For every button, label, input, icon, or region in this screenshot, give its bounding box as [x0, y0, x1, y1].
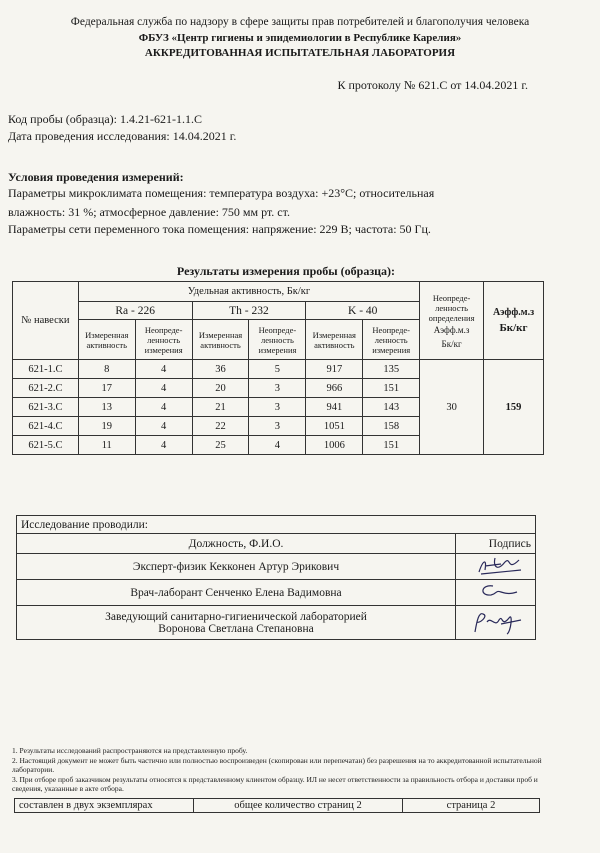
ra-value: 11	[78, 436, 135, 455]
ra-uncertainty: 4	[135, 436, 192, 455]
note-2: 2. Настоящий документ не может быть частично или полностью воспроизведен (скопирован или перепечатан) без разрешения на то аккредитованной испытательной лаборатории.	[12, 755, 542, 774]
th-uncertainty: 4	[249, 436, 306, 455]
th-uncertainty: 3	[249, 417, 306, 436]
header-specific-activity: Удельная активность, Бк/кг	[78, 282, 419, 302]
sample-code: Код пробы (образца): 1.4.21-621-1.1.С	[8, 112, 202, 126]
k-uncertainty: 158	[363, 417, 420, 436]
handwritten-signature-icon	[461, 554, 531, 576]
person-head-of-lab: Заведующий санитарно-гигиенической лабораторией Воронова Светлана Степановна	[17, 606, 456, 640]
k-uncertainty: 135	[363, 360, 420, 379]
ra-uncertainty: 4	[135, 360, 192, 379]
person-expert: Эксперт-физик Кекконен Артур Эрикович	[17, 554, 456, 580]
k-value: 917	[306, 360, 363, 379]
note-3: 3. При отборе проб заказчиком результаты относятся к представленному клиентом образцу. ИЛ не несет ответственности за правильность отбора и доставки проб и сведения, указанные в акте отбора.	[12, 774, 538, 793]
k-uncertainty: 151	[363, 436, 420, 455]
ra-uncertainty: 4	[135, 417, 192, 436]
ra-uncertainty: 4	[135, 379, 192, 398]
k-value: 966	[306, 379, 363, 398]
ra-value: 17	[78, 379, 135, 398]
signature-head-of-lab	[456, 606, 536, 640]
table-row	[13, 360, 544, 379]
th-value: 21	[192, 398, 249, 417]
signatures-title: Исследование проводили:	[17, 516, 536, 534]
signature-expert	[456, 554, 536, 580]
header-sample-number: № навески	[13, 282, 79, 360]
effective-activity-value: 159	[484, 360, 544, 455]
signature-lab-doctor	[456, 580, 536, 606]
protocol-reference: К протоколу № 621.С от 14.04.2021 г.	[337, 78, 528, 92]
signature-row	[17, 554, 536, 580]
results-table	[12, 281, 544, 455]
ra-uncertainty: 4	[135, 398, 192, 417]
conditions-line-2: влажность: 31 %; атмосферное давление: 750 мм рт. ст.	[8, 205, 290, 219]
sub-measured-th: Измеренная активность	[192, 320, 249, 360]
k-uncertainty: 151	[363, 379, 420, 398]
signature-row	[17, 580, 536, 606]
signatures-table	[16, 515, 536, 640]
sub-uncertainty-k: Неопреде-ленность измерения	[363, 320, 420, 360]
header-k40: K - 40	[306, 302, 420, 320]
k-value: 1051	[306, 417, 363, 436]
header-ra226: Ra - 226	[78, 302, 192, 320]
sample-id: 621-4.С	[13, 417, 79, 436]
note-1: 1. Результаты исследований распространяются на представленную пробу.	[12, 746, 248, 755]
k-value: 941	[306, 398, 363, 417]
uncertainty-value: 30	[420, 360, 484, 455]
conditions-title: Условия проведения измерений:	[8, 170, 184, 184]
handwritten-signature-icon	[461, 606, 531, 636]
notes-block	[12, 746, 552, 794]
agency-name: Федеральная служба по надзору в сфере защиты прав потребителей и благополучия человека	[70, 16, 530, 28]
header-th232: Th - 232	[192, 302, 306, 320]
k-value: 1006	[306, 436, 363, 455]
th-value: 36	[192, 360, 249, 379]
person-lab-doctor: Врач-лаборант Сенченко Елена Вадимовна	[17, 580, 456, 606]
organization-name: ФБУЗ «Центр гигиены и эпидемиологии в Республике Карелия»	[138, 32, 462, 44]
footer-copies: составлен в двух экземплярах	[15, 799, 194, 813]
sample-id: 621-1.С	[13, 360, 79, 379]
ra-value: 13	[78, 398, 135, 417]
th-uncertainty: 3	[249, 398, 306, 417]
header-uncertainty: Неопреде-ленность определения Aэфф.м.з Бк/кг	[420, 282, 484, 360]
sample-id: 621-2.С	[13, 379, 79, 398]
conditions-line-3: Параметры сети переменного тока помещения: напряжение: 229 В; частота: 50 Гц.	[8, 222, 431, 236]
footer-table	[14, 798, 540, 813]
th-uncertainty: 5	[249, 360, 306, 379]
ra-value: 8	[78, 360, 135, 379]
footer-page-number: страница 2	[403, 799, 540, 813]
sub-uncertainty-ra: Неопреде-ленность измерения	[135, 320, 192, 360]
handwritten-signature-icon	[461, 580, 531, 602]
header-effective-activity: Aэфф.м.з Бк/кг	[484, 282, 544, 360]
sub-measured-k: Измеренная активность	[306, 320, 363, 360]
sample-id: 621-5.С	[13, 436, 79, 455]
laboratory-name: АККРЕДИТОВАННАЯ ИСПЫТАТЕЛЬНАЯ ЛАБОРАТОРИЯ	[144, 47, 456, 59]
sub-uncertainty-th: Неопреде-ленность измерения	[249, 320, 306, 360]
ra-value: 19	[78, 417, 135, 436]
results-title: Результаты измерения пробы (образца):	[176, 264, 396, 278]
header-position: Должность, Ф.И.О.	[17, 534, 456, 554]
k-uncertainty: 143	[363, 398, 420, 417]
header-signature: Подпись	[456, 534, 536, 554]
footer-total-pages: общее количество страниц 2	[194, 799, 403, 813]
signature-row	[17, 606, 536, 640]
th-value: 20	[192, 379, 249, 398]
th-uncertainty: 3	[249, 379, 306, 398]
conditions-line-1: Параметры микроклимата помещения: температура воздуха: +23°С; относительная	[8, 186, 435, 200]
th-value: 22	[192, 417, 249, 436]
th-value: 25	[192, 436, 249, 455]
study-date: Дата проведения исследования: 14.04.2021 г.	[8, 129, 237, 143]
sub-measured-ra: Измеренная активность	[78, 320, 135, 360]
sample-id: 621-3.С	[13, 398, 79, 417]
